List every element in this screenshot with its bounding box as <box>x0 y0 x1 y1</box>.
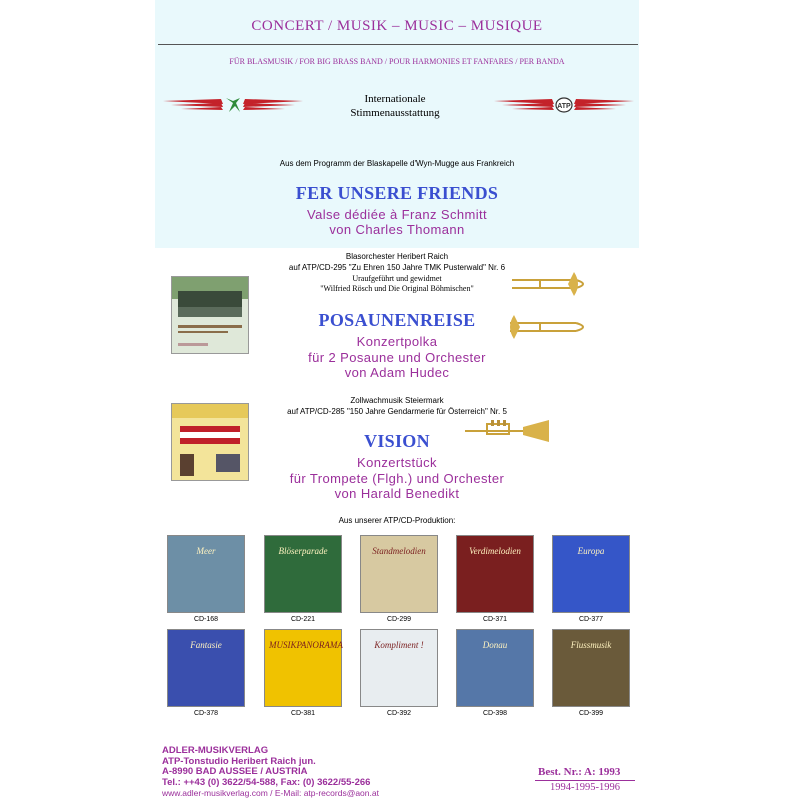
cd-cover-caption: Fantasie <box>190 640 222 650</box>
studio-name: ATP-Tonstudio Heribert Raich jun. <box>162 755 316 767</box>
cd-cover-caption: Standmelodien <box>372 546 426 556</box>
piece-2-info-1: Blasorchester Heribert Raich <box>345 252 449 261</box>
cd-cover-7[interactable] <box>264 629 342 707</box>
piece-2-line-1: Konzertpolka <box>356 334 438 349</box>
address: A-8990 BAD AUSSEE / AUSTRIA <box>162 766 308 777</box>
cd-cover-8[interactable] <box>360 629 438 707</box>
web-email-link[interactable]: www.adler-musikverlag.com / E-Mail: atp-records@aon.at <box>162 788 379 798</box>
intl-line-2: Stimmenausstattung <box>350 107 440 119</box>
years: 1994-1995-1996 <box>535 780 635 793</box>
production-label: Aus unserer ATP/CD-Produktion: <box>338 516 456 525</box>
cd-cover-caption: Kompliment ! <box>374 640 424 650</box>
cd-cover-5[interactable] <box>552 535 630 613</box>
cd-label-6: CD-378 <box>193 710 219 717</box>
svg-text:ATP: ATP <box>557 103 571 110</box>
piece-3-line-1: Konzertstück <box>357 455 437 470</box>
phone-fax: Tel.: ++43 (0) 3622/54-588, Fax: (0) 3622/55-266 <box>162 776 371 788</box>
order-number: Best. Nr.: A: 1993 <box>538 766 621 778</box>
cd-cover-4[interactable] <box>456 535 534 613</box>
cd-cover-3[interactable] <box>360 535 438 613</box>
cd-cover-caption: Europa <box>577 546 605 556</box>
cd-cover-caption: Flussmusik <box>570 640 612 650</box>
piece-2-info-4: "Wilfried Rösch und Die Original Böhmischen" <box>320 284 474 293</box>
trombone-image-1 <box>510 270 600 301</box>
cd-cover-2[interactable] <box>264 535 342 613</box>
cd-label-2: CD-221 <box>290 616 316 623</box>
company-name: ADLER-MUSIKVERLAG <box>162 745 269 756</box>
header-divider <box>158 44 638 45</box>
cd-label-3: CD-299 <box>386 616 412 623</box>
cd-cover-caption: Donau <box>482 640 508 650</box>
piece-2-line-3: von Adam Hudec <box>344 365 450 380</box>
piece-3-line-3: von Harald Benedikt <box>334 486 460 501</box>
piece-3-line-2: für Trompete (Flgh.) und Orchester <box>289 471 505 486</box>
piece-1-line-2: von Charles Thomann <box>329 222 465 237</box>
cd-cover-caption: Verdimelodien <box>469 546 521 556</box>
cd-cover-9[interactable] <box>456 629 534 707</box>
intl-line-1: Internationale <box>364 93 426 105</box>
intro-text: Aus dem Programm der Blaskapelle d'Wyn-Mugge aus Frankreich <box>279 159 515 168</box>
piece-2-info-2: auf ATP/CD-295 "Zu Ehren 150 Jahre TMK Pusterwald" Nr. 6 <box>288 263 506 272</box>
piece-1-line-1: Valse dédiée à Franz Schmitt <box>306 207 488 222</box>
piece-3-info-2: auf ATP/CD-285 "150 Jahre Gendarmerie für Österreich" Nr. 5 <box>287 407 507 416</box>
international-label <box>330 92 460 120</box>
cd-cover-caption: Meer <box>196 546 216 556</box>
piece-title-2: POSAUNENREISE <box>318 310 476 330</box>
cd-cover-caption: MUSIKPANORAMA <box>269 640 343 650</box>
cd-cover-10[interactable] <box>552 629 630 707</box>
publisher-footer <box>162 746 379 799</box>
cd-label-10: CD-399 <box>578 710 604 717</box>
piece-3-info-1: Zollwachmusik Steiermark <box>350 396 444 405</box>
atp-wing-logo <box>494 97 634 113</box>
piece-2-info-3: Uraufgeführt und gewidmet <box>352 274 442 283</box>
cd-label-9: CD-398 <box>482 710 508 717</box>
cd-label-1: CD-168 <box>193 616 219 623</box>
cd-cover-6[interactable] <box>167 629 245 707</box>
cd-label-8: CD-392 <box>386 710 412 717</box>
adler-wing-logo <box>163 97 303 113</box>
header-subtitle: FÜR BLASMUSIK / FOR BIG BRASS BAND / POUR HARMONIES ET FANFARES / PER BANDA <box>229 57 565 66</box>
piece-2-line-2: für 2 Posaune und Orchester <box>308 350 486 365</box>
piece-title-1: FER UNSERE FRIENDS <box>295 183 499 203</box>
cd-label-4: CD-371 <box>482 616 508 623</box>
page-header-title: CONCERT / MUSIK – MUSIC – MUSIQUE <box>251 18 543 34</box>
cd-cover-1[interactable] <box>167 535 245 613</box>
piece-title-3: VISION <box>364 431 430 451</box>
cd-label-7: CD-381 <box>290 710 316 717</box>
cd-cover-caption: Blöserparade <box>278 546 328 556</box>
cd-label-5: CD-377 <box>578 616 604 623</box>
